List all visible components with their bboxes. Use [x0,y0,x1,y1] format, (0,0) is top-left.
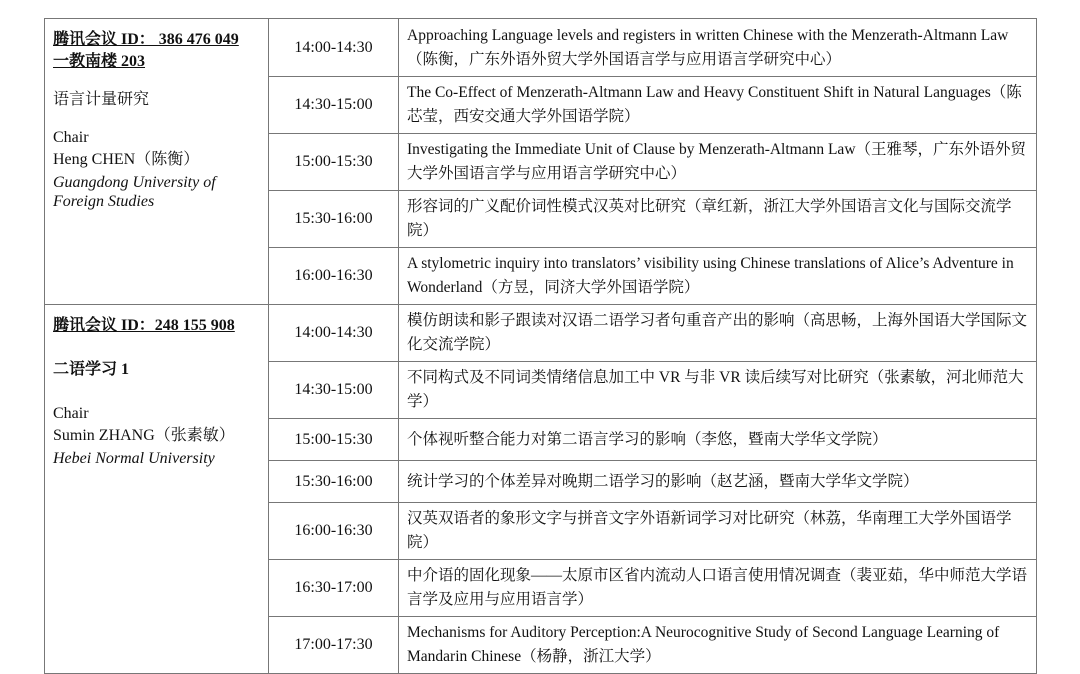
talk-time: 14:00-14:30 [269,305,399,362]
schedule-table [44,18,1037,674]
talk-time: 15:30-16:00 [269,461,399,503]
talk-time: 15:00-15:30 [269,419,399,461]
talk-time: 15:00-15:30 [269,134,399,191]
talk-time: 16:30-17:00 [269,560,399,617]
talk-time: 14:30-15:00 [269,77,399,134]
talk-time: 17:00-17:30 [269,617,399,674]
table-row [45,305,1037,362]
chair-affiliation: Guangdong University of Foreign Studies [53,174,216,210]
talk-time: 14:30-15:00 [269,362,399,419]
talk-title: 统计学习的个体差异对晚期二语学习的影响（赵艺涵，暨南大学华文学院） [399,461,1037,503]
meeting-id: 腾讯会议 ID：248 155 908 [53,317,235,334]
chair-affiliation: Hebei Normal University [53,450,215,467]
talk-title: 个体视听整合能力对第二语言学习的影响（李悠，暨南大学华文学院） [399,419,1037,461]
session-info-2 [45,305,269,674]
talk-time: 16:00-16:30 [269,248,399,305]
session-topic: 二语学习 1 [53,361,130,378]
talk-time: 16:00-16:30 [269,503,399,560]
talk-title: Mechanisms for Auditory Perception:A Neurocognitive Study of Second Language Learning of Mandarin Chinese（杨静，浙江大学） [399,617,1037,674]
talk-time: 15:30-16:00 [269,191,399,248]
talk-title: A stylometric inquiry into translators’ visibility using Chinese translations of Alice’s Adventure in Wonderland（方昱，同济大学外国语学院） [399,248,1037,305]
table-row [45,19,1037,77]
talk-title: 形容词的广义配价词性模式汉英对比研究（章红新，浙江大学外国语言文化与国际交流学院） [399,191,1037,248]
chair-name: Sumin ZHANG（张素敏） [53,427,235,444]
meeting-id: 腾讯会议 ID： 386 476 049 [53,31,239,48]
talk-time: 14:00-14:30 [269,19,399,77]
chair-label: Chair [53,129,89,146]
talk-title: 中介语的固化现象——太原市区省内流动人口语言使用情况调查（裴亚茹，华中师范大学语言学及应用与应用语言学） [399,560,1037,617]
talk-title: The Co-Effect of Menzerath-Altmann Law and Heavy Constituent Shift in Natural Languages（陈芯莹，西安交通大学外国语学院） [399,77,1037,134]
chair-name: Heng CHEN（陈衡） [53,151,200,168]
talk-title: Approaching Language levels and registers in written Chinese with the Menzerath-Altmann Law（陈衡，广东外语外贸大学外国语言学与应用语言学研究中心） [399,19,1037,77]
talk-title: Investigating the Immediate Unit of Clause by Menzerath-Altmann Law（王雅琴，广东外语外贸大学外国语言学与应用语言学研究中心） [399,134,1037,191]
session-topic: 语言计量研究 [53,91,150,108]
meeting-room: 一教南楼 203 [53,53,146,70]
talk-title: 模仿朗读和影子跟读对汉语二语学习者句重音产出的影响（高思畅，上海外国语大学国际文化交流学院） [399,305,1037,362]
talk-title: 不同构式及不同词类情绪信息加工中 VR 与非 VR 读后续写对比研究（张素敏，河北师范大学） [399,362,1037,419]
talk-title: 汉英双语者的象形文字与拼音文字外语新词学习对比研究（林荔，华南理工大学外国语学院） [399,503,1037,560]
session-info-1 [45,19,269,305]
chair-label: Chair [53,405,89,422]
